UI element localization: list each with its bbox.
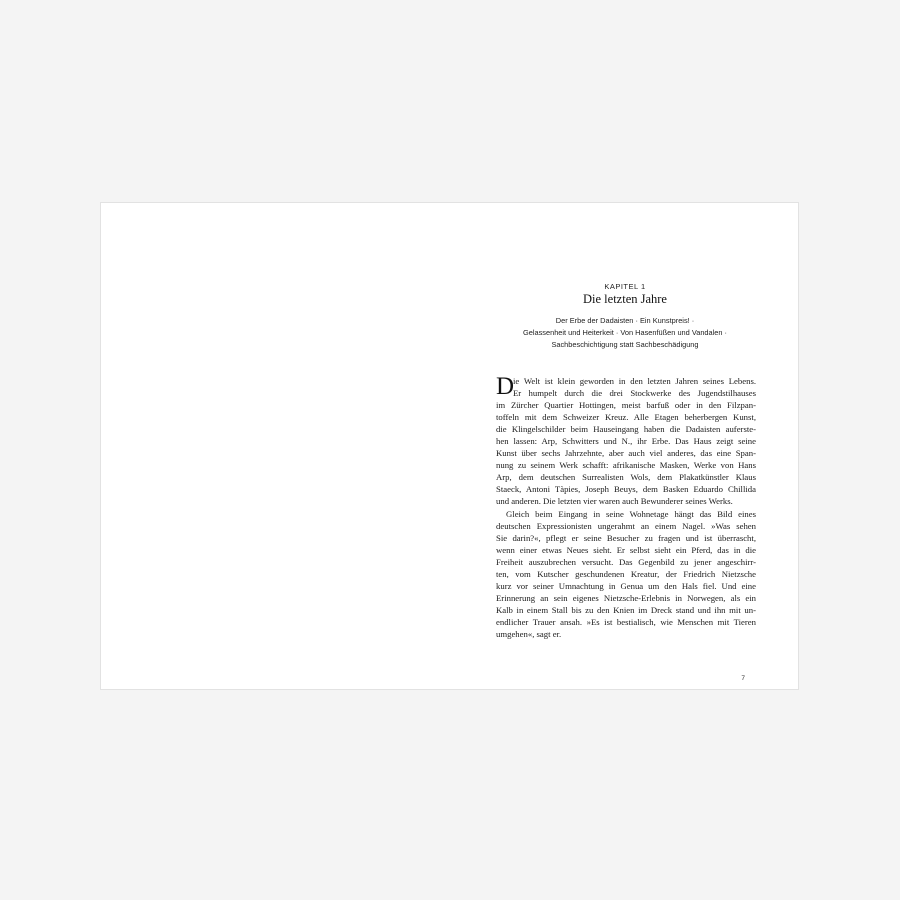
text-line: Er humpelt durch die drei Stockwerke des Jugendstilhauses	[513, 388, 756, 399]
chapter-title: Die letzten Jahre	[583, 292, 667, 306]
drop-cap: D	[496, 373, 515, 400]
book-spread	[100, 202, 799, 690]
chapter-label: KAPITEL 1	[604, 282, 646, 291]
text-line: umgehen«, sagt er.	[496, 628, 562, 639]
text-line: hen lassen: Arp, Schwitters und N., ihr Erbe. Das Haus zeigt seine	[496, 436, 756, 447]
text-line: nung zu seinem Werk schafft: afrikanische Masken, Werke von Hans	[496, 460, 756, 471]
text-line: wenn einer etwas Neues sieht. Er selbst sieht ein Pferd, das in die	[496, 544, 756, 555]
text-line: toffeln mit dem Schweizer Kreuz. Alle Etagen beherbergen Kunst,	[496, 412, 756, 423]
left-page-blank	[101, 203, 450, 689]
text-line: im Zürcher Quartier Hottingen, meist barfuß oder in den Filzpan-	[496, 400, 756, 411]
right-page	[450, 203, 800, 689]
synopsis-line: Gelassenheit und Heiterkeit · Von Hasenfüßen und Vandalen ·	[522, 328, 728, 338]
text-line: kurz vor seiner Umnachtung in Genua um den Hals fiel. Und eine	[496, 580, 756, 591]
text-line: ten, vom Kutscher geschundenen Kreatur, der Friedrich Nietzsche	[496, 568, 756, 579]
text-line: Arp, dem deutschen Surrealisten Wols, dem Plakatkünstler Klaus	[496, 472, 756, 483]
text-line: und anderen. Die letzten vier waren auch Bewunderer seines Werks.	[496, 496, 733, 507]
text-line: Erinnerung an sein eigenes Nietzsche-Erlebnis in Norwegen, als ein	[496, 592, 756, 603]
chapter-synopsis	[450, 315, 800, 352]
text-line: endlicher Trauer ansah. »Es ist bestialisch, wie Menschen mit Tieren	[496, 616, 756, 627]
text-line: Freiheit auszubrechen versucht. Das Gegenbild zu jener angeschirr-	[496, 556, 756, 567]
text-line: die Klingelschilder beim Hauseingang haben die Dadaisten auferste-	[496, 424, 756, 435]
text-line: Gleich beim Eingang in seine Wohnetage hängt das Bild eines	[506, 508, 756, 519]
synopsis-line: Der Erbe der Dadaisten · Ein Kunstpreis! ·	[555, 316, 695, 325]
body-text	[496, 375, 756, 640]
text-line: deutschen Expressionisten ungerahmt an einem Nagel. »Was sehen	[496, 520, 756, 531]
text-line: Kunst über sechs Jahrzehnte, aber auch viel anderes, das eine Span-	[496, 448, 756, 459]
text-line: Sie darin?«, pflegt er seine Besucher zu fragen und ist überrascht,	[496, 532, 756, 543]
text-line: Kalb in einem Stall bis zu den Knien im Dreck stand und ihn mit un-	[496, 604, 756, 615]
page-number: 7	[741, 675, 745, 682]
synopsis-line: Sachbeschichtigung statt Sachbeschädigung	[551, 340, 699, 350]
text-line: ie Welt ist klein geworden in den letzten Jahren seines Lebens.	[513, 376, 756, 386]
text-line: Staeck, Antoni Tàpies, Joseph Beuys, dem Basken Eduardo Chillida	[496, 484, 756, 495]
